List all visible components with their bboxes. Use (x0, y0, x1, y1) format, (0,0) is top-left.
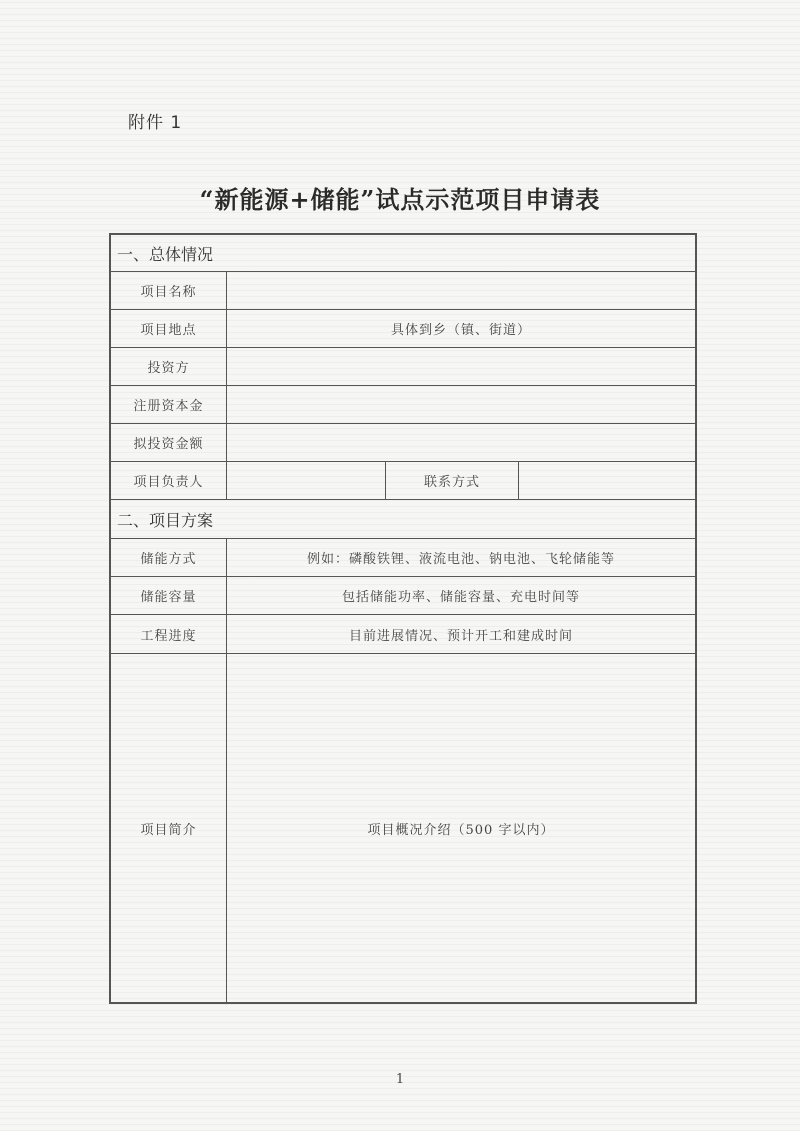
row-project-location (111, 310, 695, 348)
field-investor[interactable] (227, 348, 695, 385)
field-contact[interactable] (519, 462, 695, 499)
row-project-name (111, 272, 695, 310)
row-investor (111, 348, 695, 386)
field-project-leader[interactable] (227, 462, 386, 499)
field-planned-investment[interactable] (227, 424, 695, 461)
field-introduction[interactable]: 项目概况介绍（500 字以内） (367, 822, 555, 838)
label-investor: 投资方 (111, 348, 227, 385)
application-form (109, 233, 697, 1004)
field-storage-method[interactable]: 例如：磷酸铁锂、液流电池、钠电池、飞轮储能等 (306, 552, 615, 567)
label-project-name: 项目名称 (111, 272, 227, 309)
section-title-plan: 二、项目方案 (117, 510, 214, 530)
row-storage-capacity (111, 577, 695, 615)
label-project-leader: 项目负责人 (111, 462, 227, 499)
row-introduction (111, 654, 695, 1002)
field-project-name[interactable] (227, 272, 695, 309)
field-project-location[interactable]: 具体到乡（镇、街道） (390, 323, 531, 338)
label-storage-capacity: 储能容量 (111, 577, 227, 614)
label-contact: 联系方式 (386, 462, 519, 499)
field-storage-capacity[interactable]: 包括储能功率、储能容量、充电时间等 (341, 590, 580, 605)
label-introduction: 项目简介 (111, 654, 227, 1002)
row-registered-capital (111, 386, 695, 424)
label-registered-capital: 注册资本金 (111, 386, 227, 423)
label-planned-investment: 拟投资金额 (111, 424, 227, 461)
attachment-label: 附件 1 (128, 113, 183, 133)
section-header-plan (111, 500, 695, 539)
row-planned-investment (111, 424, 695, 462)
row-progress (111, 615, 695, 654)
form-title: “新能源+储能”试点示范项目申请表 (199, 185, 601, 214)
field-registered-capital[interactable] (227, 386, 695, 423)
label-project-location: 项目地点 (111, 310, 227, 347)
row-project-leader (111, 462, 695, 500)
label-progress: 工程进度 (111, 615, 227, 653)
section-header-overview (111, 235, 695, 272)
row-storage-method (111, 539, 695, 577)
section-title-overview: 一、总体情况 (117, 244, 214, 264)
label-storage-method: 储能方式 (111, 539, 227, 576)
page-number: 1 (395, 1072, 405, 1087)
field-progress[interactable]: 目前进展情况、预计开工和建成时间 (348, 628, 573, 644)
